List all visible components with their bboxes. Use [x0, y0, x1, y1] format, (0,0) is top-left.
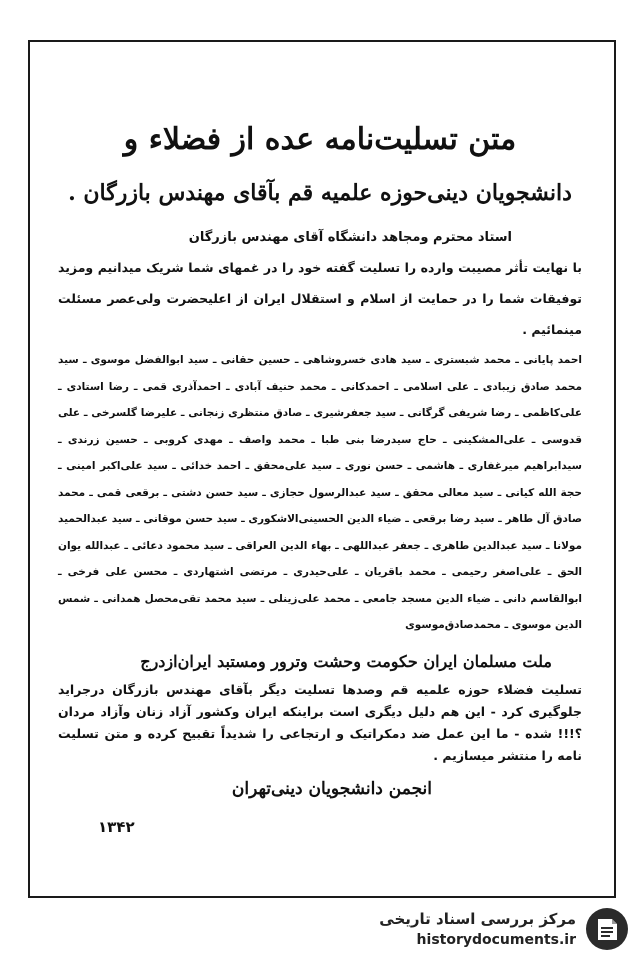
- statement-body: تسلیت فضلاء حوزه علمیه قم وصدها تسلیت دیگر بآقای مهندس بازرگان درجراید جلوگیری کرد - این هم دلیل دیگری است براینکه ایران وکشور آزاد زنان وآزاد مردان ؟!!! شده - ما این عمل ضد دمکراتیک و ارتجاعی را شدیداً تقبیح کرده و متن تسلیت نامه را منتشر میسازیم .: [58, 681, 582, 763]
- document-archive-icon: [584, 906, 630, 952]
- salutation: استاد محترم ومجاهد دانشگاه آقای مهندس بازرگان: [188, 230, 512, 245]
- document-title-line1: متن تسلیت‌نامه عده از فضلاء و: [123, 122, 517, 157]
- watermark: [379, 906, 630, 952]
- watermark-url: historydocuments.ir: [416, 932, 576, 948]
- document-title-line2: دانشجویان دینی‌حوزه علمیه قم بآقای مهندس بازرگان .: [68, 180, 572, 206]
- watermark-name: مرکز بررسی اسناد تاریخی: [379, 910, 576, 928]
- statement-headline: ملت مسلمان ایران حکومت وحشت وترور ومستبد ایران‌ازدرج: [140, 651, 552, 671]
- document-year: ۱۳۴۲: [98, 818, 135, 836]
- signature: انجمن دانشجویان دینی‌تهران: [231, 778, 432, 799]
- document-body: [58, 118, 582, 803]
- condolence-intro: با نهایت تأثر مصیبت وارده را تسلیت گفته خود را در غمهای شما شریک میدانیم ومزید توفیقات شما را در حمایت از اسلام و استقلال ایران از اعلیحضرت ولی‌عصر مسئلت مینمائیم .: [58, 260, 582, 337]
- signers-list: احمد پایانی ـ محمد شبستری ـ سید هادی خسروشاهی ـ حسین حقانی ـ سید ابوالفضل موسوی ـ سید محمد صادق زیبادی ـ علی اسلامی ـ احمدکانی ـ محمد حنیف آبادی ـ احمدآذری قمی ـ رضا استادی ـ علی‌کاظمی ـ رضا شریفی گرگانی ـ سید جعفرشیری ـ صادق منتظری زنجانی ـ علیرضا گلسرخی ـ علی قدوسی ـ علی‌المشکینی ـ حاج سیدرضا بنی طبا ـ محمد واصف ـ مهدی کروبی ـ حسین زرندی ـ سیدابراهیم میرغفاری ـ هاشمی ـ حسن نوری ـ سید علی‌محقق ـ احمد خدائی ـ سید علی‌اکبر امینی ـ حجة الله کیانی ـ سید معالی محقق ـ سید عبدالرسول حجازی ـ سید حسن دشتی ـ برقعی قمی ـ محمد صادق آل طاهر ـ سید رضا برقعی ـ ضیاء الدین الحسینی‌الاشکوری ـ سید حسن موقانی ـ سید عبدالحمید مولانا ـ سید عبدالدین طاهری ـ جعفر عبداللهی ـ بهاء الدین العراقی ـ سید محمود دعائی ـ عبدالله یوان الحق ـ علی‌اصغر رحیمی ـ محمد باقریان ـ علی‌حیدری ـ مرتضی اشتهاردی ـ محسن علی فرخی ـ ابوالقاسم دانی ـ ضیاء الدین مسجد جامعی ـ محمد علی‌زینلی ـ سید محمد تقی‌محصل همدانی‌ ـ شمس الدین موسوی ـ محمدصادق‌موسوی: [58, 354, 582, 631]
